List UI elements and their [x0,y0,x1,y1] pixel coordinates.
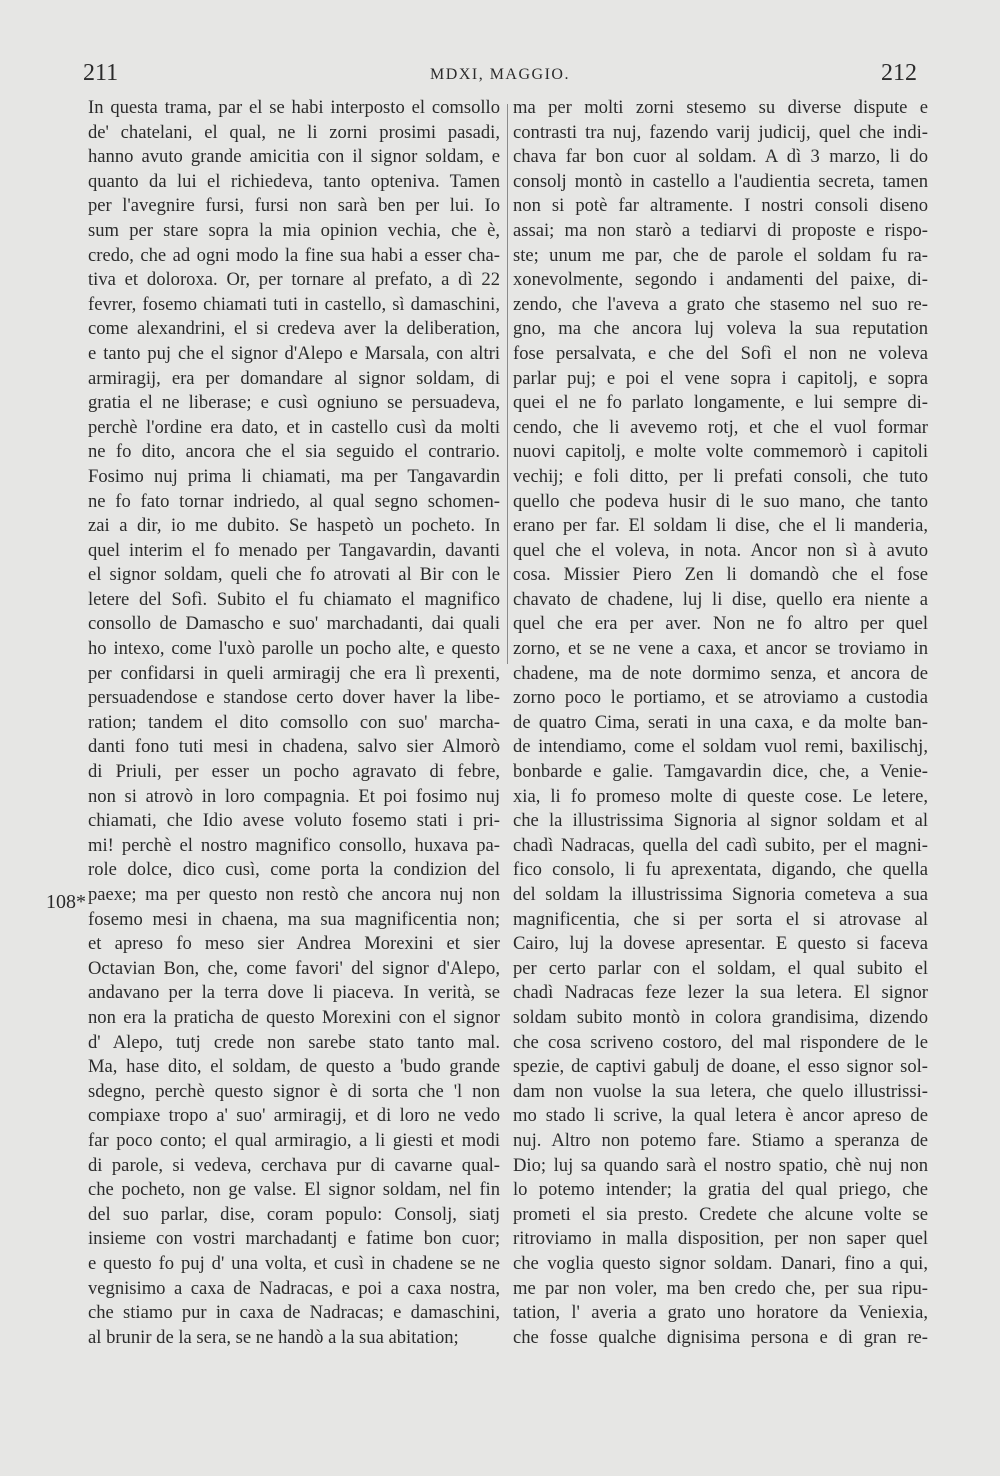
text-line: vegnisimo a caxa de Nadracas, e poi a caxa nostra, [88,1277,500,1299]
text-line: di parole, si vedeva, cerchava pur di cavarne qual- [88,1154,500,1176]
text-line: chadene, ma de note dormimo senza, et ancora de [513,662,928,684]
text-line: quei el ne fo parlato longamente, e lui sempre di- [513,392,928,414]
text-line: ste; unum me par, che de parole el soldam fu ra- [513,244,928,266]
text-line: quanto da lui el richiedeva, tanto opteniva. Tamen [88,170,500,192]
text-line: e questo fo puj d' una volta, et cusì in chadene se ne [88,1252,500,1274]
text-line: sdegno, perchè questo signor è di sorta che 'l non [88,1080,500,1102]
left-column [88,96,500,1350]
text-line: per l'avegnire fursi, fursi non sarà ben per lui. Io [88,195,500,217]
text-line: de' chatelani, el qual, ne li zorni prosimi pasadi, [88,121,500,143]
text-line: ne fo dito, ancora che el sia seguido el contrario. [88,441,500,463]
text-line: persuadendose e standose certo dover haver la libe- [88,687,500,709]
page-number-right: 212 [881,60,917,86]
right-column [513,96,928,1350]
text-line: insieme con vostri marchadantj e fatime bon cuor; [88,1228,500,1250]
text-line: danti fono tuti mesi in chadena, salvo sier Almorò [88,736,500,758]
text-line: del suo parlar, dise, coram populo: Consolj, siatj [88,1203,500,1225]
text-line: che la illustrissima Signoria al signor soldam et al [513,810,928,832]
text-line: non si atrovò in loro compagnia. Et poi fosimo nuj [88,785,500,807]
text-line: chadì Nadracas feze lezer la sua letera. El signor [513,982,928,1004]
text-line: che pocheto, non ge valse. El signor soldam, nel fin [88,1179,500,1201]
text-line: quello che podeva husir di le suo mano, che tanto [513,490,928,512]
text-line: quel che era per aver. Non ne fo altro per quel [513,613,928,635]
text-line: non era la praticha de questo Morexini con el signor [88,1006,500,1028]
text-line: paexe; ma per questo non restò che ancora nuj non [88,884,500,905]
text-line: Fosimo nuj prima li chiamati, ma per Tangavardin [88,465,500,487]
text-line: zendo, che l'aveva a grato che stasemo nel suo re- [513,293,928,315]
text-line: gratia el ne liberase; e cusì ogniuno se persuadeva, [88,392,500,414]
text-line: bonbarde e galie. Tamgavardin dice, che, a Venie- [513,761,928,783]
page-header [0,60,1000,90]
text-line: perchè l'ordine era dato, et in castello cusì da molti [88,416,500,438]
text-line: me par non voler, ma ben credo che, per sua ripu- [513,1277,928,1299]
text-line: per confidarsi in queli armiragij che era lì prexenti, [88,662,500,684]
text-line: sum per stare sopra la mia opinion vechia, che è, [88,219,500,241]
text-line: gno, ma che ancora luj voleva la sua reputation [513,318,928,340]
text-line: armiragij, era per domandare al signor soldam, di [88,367,500,389]
text-line: andavano per la terra dove li piaceva. In verità, se [88,982,500,1004]
text-line: zorno poco le portiamo, et se atroviamo a custodia [513,687,928,709]
text-line: assai; ma non starò a tediarvi di proposte e rispo- [513,219,928,241]
text-line: tiva et doloroxa. Or, per tornare al prefato, a dì 22 [88,269,500,291]
text-line: zai a dir, io me dubito. Se haspetò un pocheto. In [88,515,500,537]
text-line: prometi el sia presto. Credete che alcune volte se [513,1203,928,1225]
text-line: lo potemo intender; la gratia del qual priego, che [513,1179,928,1201]
text-line: per certo parlar con el soldam, el qual subito el [513,957,928,979]
text-line: Ma, hase dito, el soldam, de questo a 'budo grande [88,1056,500,1078]
text-line: hanno avuto grande amicitia con il signor soldam, e [88,146,500,168]
text-line: ma per molti zorni stesemo su diverse dispute e [513,97,928,118]
text-line: mi! perchè el nostro magnifico consollo, huxava pa- [88,834,500,856]
text-line: fico consolo, li fu aprexentata, digando, che quella [513,859,928,881]
text-line: chavato de chadene, luj li dise, quello era niente a [513,588,928,610]
text-line: spezie, de captivi gabulj de doane, el esso signor sol- [513,1056,928,1078]
text-line: zorno, et se ne vene a caxa, et ancor se troviamo in [513,638,928,660]
text-line: chiamati, che Idio avese voluto fosemo stati i pri- [88,810,500,832]
text-line: come alexandrini, el si credeva aver la deliberation, [88,318,500,340]
text-line: far poco conto; el qual armiragio, a li giesti et modi [88,1129,500,1151]
text-line: xia, li fo promeso molte di queste cose. Le letere, [513,785,928,807]
page-number-left: 211 [83,60,119,86]
text-line: Octavian Bon, che, come favori' del signor d'Alepo, [88,957,500,979]
text-line: quel interim el fo menado per Tangavardin, davanti [88,539,500,561]
text-line: compiaxe tropo a' suo' armiragij, et di loro ne vedo [88,1105,500,1127]
running-title: MDXI, MAGGIO. [430,66,570,83]
text-line: parlar puj; e poi el vene sopra i capitolj, e sopra [513,367,928,389]
text-line: fevrer, fosemo chiamati tuti in castello, sì damaschini, [88,293,500,315]
text-line: ne fo fato tornar indriedo, al qual segno schomen- [88,490,500,512]
text-line: ritroviamo in malla disposition, per non saper quel [513,1228,928,1250]
text-line: In questa trama, par el se habi interposto el comsollo [88,97,500,118]
text-line: el signor soldam, queli che fo atrovati al Bir con le [88,564,500,586]
text-line: magnificentia, che si per sorta el si atrovase al [513,908,928,930]
text-line: credo, che ad ogni modo la fine sua habi a esser cha- [88,244,500,266]
text-line: consollo de Damascho e suo' marchadanti, dai quali [88,613,500,635]
text-line: de quatro Cima, serati in una caxa, e da molte ban- [513,711,928,733]
text-line: tation, l' averia a grato uno horatore da Veniexia, [513,1302,928,1324]
text-line: d' Alepo, tutj crede non sarebe stato tanto mal. [88,1031,500,1053]
text-line: et apreso fo meso sier Andrea Morexini et sier [88,933,500,955]
margin-reference-number: 108* [46,891,86,913]
text-line: nuovi capitolj, e molte volte commemorò i capitoli [513,441,928,463]
text-line: vechij; e foli ditto, per li prefati consoli, che tuto [513,465,928,487]
text-line: Cairo, luj la dovese apresentar. E questo si faceva [513,933,928,955]
text-line: non si potè far altramente. I nostri consoli diseno [513,195,928,217]
text-line: chava far bon cuor al soldam. A dì 3 marzo, li do [513,146,928,168]
text-line: xonevolmente, segondo i andamenti del paixe, di- [513,269,928,291]
text-line: fose persalvata, e che del Sofì el non ne voleva [513,342,928,364]
text-line: role dolce, dico cusì, come porta la condizion del [88,859,500,881]
text-line: del soldam la illustrissima Signoria cometeva a sua [513,884,928,905]
text-line: nuj. Altro non potemo fare. Stiamo a speranza de [513,1129,928,1151]
text-line: e tanto puj che el signor d'Alepo e Marsala, con altri [88,342,500,364]
text-line: che stiamo pur in caxa de Nadracas; e damaschini, [88,1302,500,1324]
text-line: fosemo mesi in chaena, ma sua magnificentia non; [88,908,500,930]
text-line: Dio; luj sa quando sarà el nostro spatio, chè nuj non [513,1154,928,1176]
text-line: soldam subito montò in colora grandisima, dizendo [513,1006,928,1028]
text-line: consolj montò in castello a l'audientia secreta, tamen [513,170,928,192]
text-line: dam non vuolse la sua letera, che quelo illustrissi- [513,1080,928,1102]
text-line: chadì Nadracas, quella del cadì subito, per el magni- [513,834,928,856]
text-line: ho intexo, come l'uxò parolle un pocho alte, e questo [88,638,500,660]
text-line: ration; tandem el dito comsollo con suo' marcha- [88,711,500,733]
text-line: che voglia questo signor soldam. Danari, fino a qui, [513,1252,928,1274]
text-line: che fosse qualche dignisima persona e di gran re- [513,1326,928,1348]
text-line: di Priuli, per esser un pocho agravato di febre, [88,761,500,783]
column-divider [507,104,508,664]
text-line: che cosa scriveno costoro, del mal rispondere de le [513,1031,928,1053]
text-line: cosa. Missier Piero Zen li domandò che el fose [513,564,928,586]
text-line: mo stado li scrive, la qual letera è ancor apreso de [513,1105,928,1127]
text-line: de intendiamo, come el soldam vuol remi, baxilischj, [513,736,928,758]
text-line: contrasti tra nuj, fazendo varij judicij, quel che indi- [513,121,928,143]
text-line: letere del Sofì. Subito el fu chiamato el magnifico [88,588,500,610]
text-line: quel che el voleva, in nota. Ancor non sì à avuto [513,539,928,561]
text-line: erano per far. El soldam li dise, che el li manderia, [513,515,928,537]
text-line: al brunir de la sera, se ne handò a la sua abitation; [88,1326,459,1348]
text-line: cendo, che li avevemo rotj, et che el vuol formar [513,416,928,438]
